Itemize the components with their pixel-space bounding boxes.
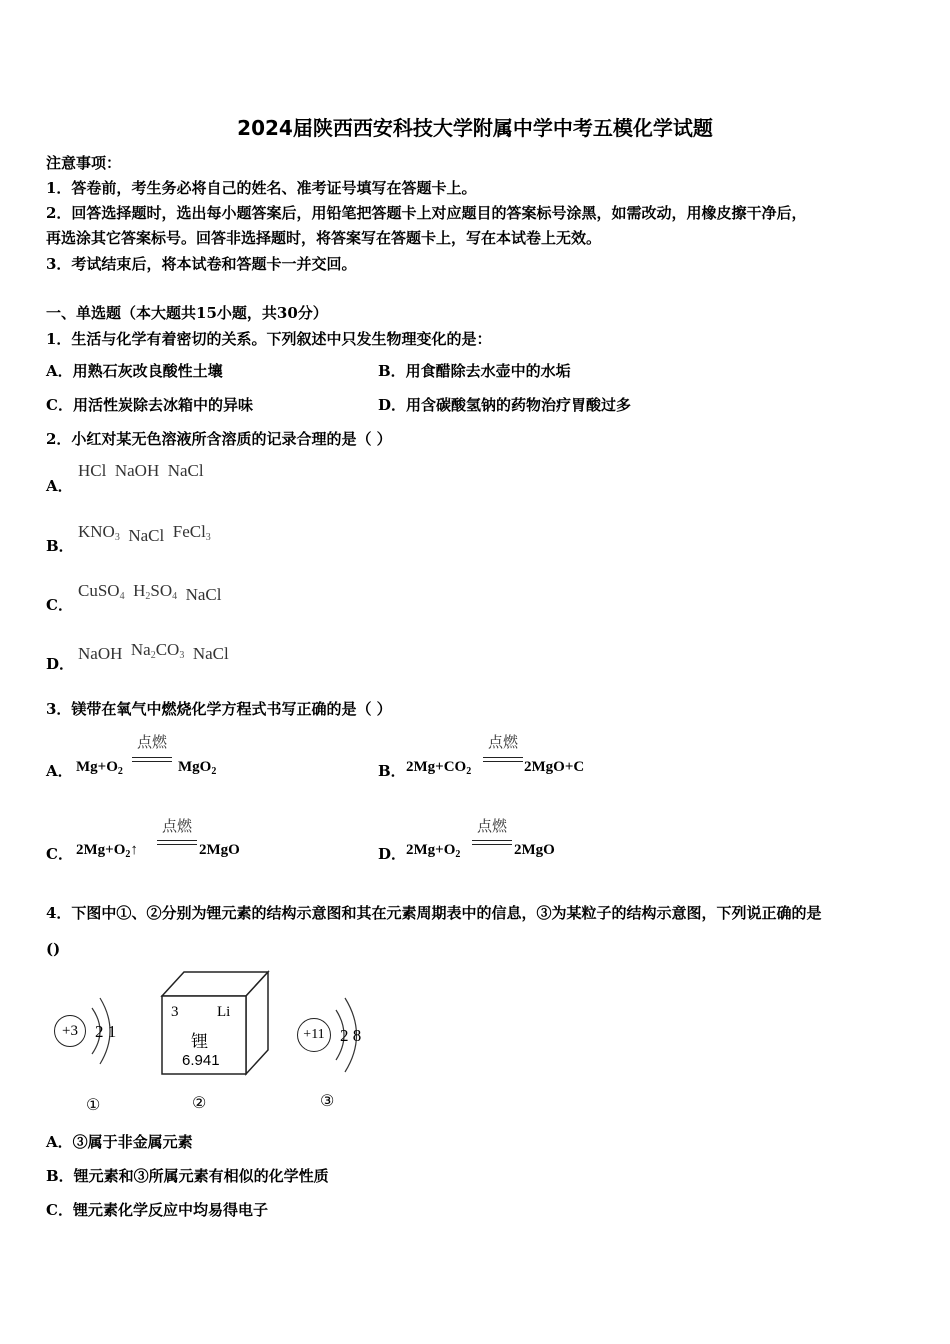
q2-a-formulas bbox=[78, 461, 204, 481]
formula: NaCl bbox=[128, 526, 165, 545]
q1-option-d[interactable]: D．用含碳酸氢钠的药物治疗胃酸过多 bbox=[378, 396, 632, 414]
q3-stem: 3．镁带在氧气中燃烧化学方程式书写正确的是（ ） bbox=[46, 700, 392, 718]
q1-option-c[interactable]: C．用活性炭除去冰箱中的异味 bbox=[46, 396, 253, 414]
formula: $KNO_3$ bbox=[78, 522, 120, 543]
figure3-nucleus: +11 bbox=[297, 1018, 331, 1052]
q2-c-formulas bbox=[78, 581, 221, 602]
q2-b-formulas bbox=[78, 522, 211, 543]
q3-c-products: 2MgO bbox=[199, 842, 240, 858]
q1-stem: 1．生活与化学有着密切的关系。下列叙述中只发生物理变化的是： bbox=[46, 330, 492, 348]
figure2-atomic-mass: 6.941 bbox=[182, 1052, 220, 1069]
q3-a-condition: 点燃 bbox=[136, 733, 167, 751]
q3-option-b[interactable]: B． bbox=[378, 762, 406, 780]
figure1-label: ① bbox=[86, 1095, 101, 1114]
formula: NaOH bbox=[78, 644, 123, 663]
q3-d-condition: 点燃 bbox=[476, 817, 507, 835]
q2-option-c[interactable]: C． bbox=[46, 596, 73, 614]
formula: NaCl bbox=[192, 644, 229, 663]
note-2a: 2．回答选择题时，选出每小题答案后，用铅笔把答题卡上对应题目的答案标号涂黑，如需改动，用橡皮擦干净后， bbox=[46, 204, 807, 222]
formula: FeCl$_3$ bbox=[172, 522, 211, 543]
figure2-label: ② bbox=[192, 1093, 207, 1112]
figure2-symbol: Li bbox=[217, 1004, 231, 1020]
figure2-atomic-number: 3 bbox=[171, 1004, 179, 1020]
formula: $Na_2CO_3$ bbox=[130, 640, 185, 661]
formula: NaCl bbox=[185, 585, 222, 604]
q3-a-equals-sign bbox=[132, 757, 172, 762]
q2-d-formulas bbox=[78, 640, 229, 661]
q2-option-d[interactable]: D． bbox=[46, 655, 75, 673]
note-1: 1．答卷前，考生务必将自己的姓名、准考证号填写在答题卡上。 bbox=[46, 179, 477, 197]
q3-b-equals-sign bbox=[483, 757, 523, 762]
note-2b: 再选涂其它答案标号。回答非选择题时，将答案写在答题卡上，写在本试卷上无效。 bbox=[46, 229, 602, 247]
q3-option-a[interactable]: A． bbox=[46, 762, 73, 780]
q3-a-products: MgO$_2$ bbox=[178, 759, 217, 777]
figure3-label: ③ bbox=[320, 1091, 335, 1110]
q3-b-products: 2MgO+C bbox=[524, 759, 585, 775]
notes-heading: 注意事项： bbox=[46, 154, 122, 172]
figure2-name: 锂 bbox=[191, 1032, 208, 1052]
q3-b-reactants: $2Mg+CO_2$ bbox=[406, 759, 472, 777]
q3-c-condition: 点燃 bbox=[161, 817, 192, 835]
q4-stem-end: () bbox=[46, 940, 61, 958]
page-title: 2024届陕西西安科技大学附属中学中考五模化学试题 bbox=[237, 116, 713, 140]
q3-d-equals-sign bbox=[472, 840, 512, 845]
figure1-electrons: 2 1 bbox=[95, 1022, 117, 1041]
note-3: 3．考试结束后，将本试卷和答题卡一并交回。 bbox=[46, 255, 357, 273]
q3-option-c[interactable]: C． bbox=[46, 845, 73, 863]
q2-option-b[interactable]: B． bbox=[46, 537, 74, 555]
q4-option-c[interactable]: C．锂元素化学反应中均易得电子 bbox=[46, 1201, 268, 1219]
formula: NaOH bbox=[114, 461, 160, 480]
formula: NaCl bbox=[167, 461, 204, 480]
figure3-electrons: 2 8 bbox=[340, 1026, 362, 1045]
q3-c-equals-sign bbox=[157, 840, 197, 845]
q4-option-a[interactable]: A．③属于非金属元素 bbox=[46, 1133, 193, 1151]
q1-option-b[interactable]: B．用食醋除去水壶中的水垢 bbox=[378, 362, 571, 380]
formula: CuSO$_4$ bbox=[78, 581, 125, 602]
q1-option-a[interactable]: A．用熟石灰改良酸性土壤 bbox=[46, 362, 223, 380]
section-heading: 一、单选题（本大题共15小题，共30分） bbox=[46, 304, 328, 322]
figure1-nucleus: +3 bbox=[54, 1015, 86, 1047]
formula: HCl bbox=[78, 461, 107, 480]
q4-stem: 4．下图中①、②分别为锂元素的结构示意图和其在元素周期表中的信息，③为某粒子的结构示意图，下列说正确的是 bbox=[46, 904, 822, 922]
q4-option-b[interactable]: B．锂元素和③所属元素有相似的化学性质 bbox=[46, 1167, 329, 1185]
q3-d-products: 2MgO bbox=[514, 842, 555, 858]
q2-option-a[interactable]: A． bbox=[46, 477, 73, 495]
q3-c-reactants: $2Mg+O_2↑$ bbox=[76, 842, 138, 860]
q2-stem: 2．小红对某无色溶液所含溶质的记录合理的是（ ） bbox=[46, 430, 392, 448]
q3-a-reactants: $Mg+O_2$ bbox=[76, 759, 123, 777]
formula: $H_2SO_4$ bbox=[133, 581, 178, 602]
q3-d-reactants: $2Mg+O_2$ bbox=[406, 842, 461, 860]
q3-b-condition: 点燃 bbox=[487, 733, 518, 751]
q3-option-d[interactable]: D． bbox=[378, 845, 407, 863]
